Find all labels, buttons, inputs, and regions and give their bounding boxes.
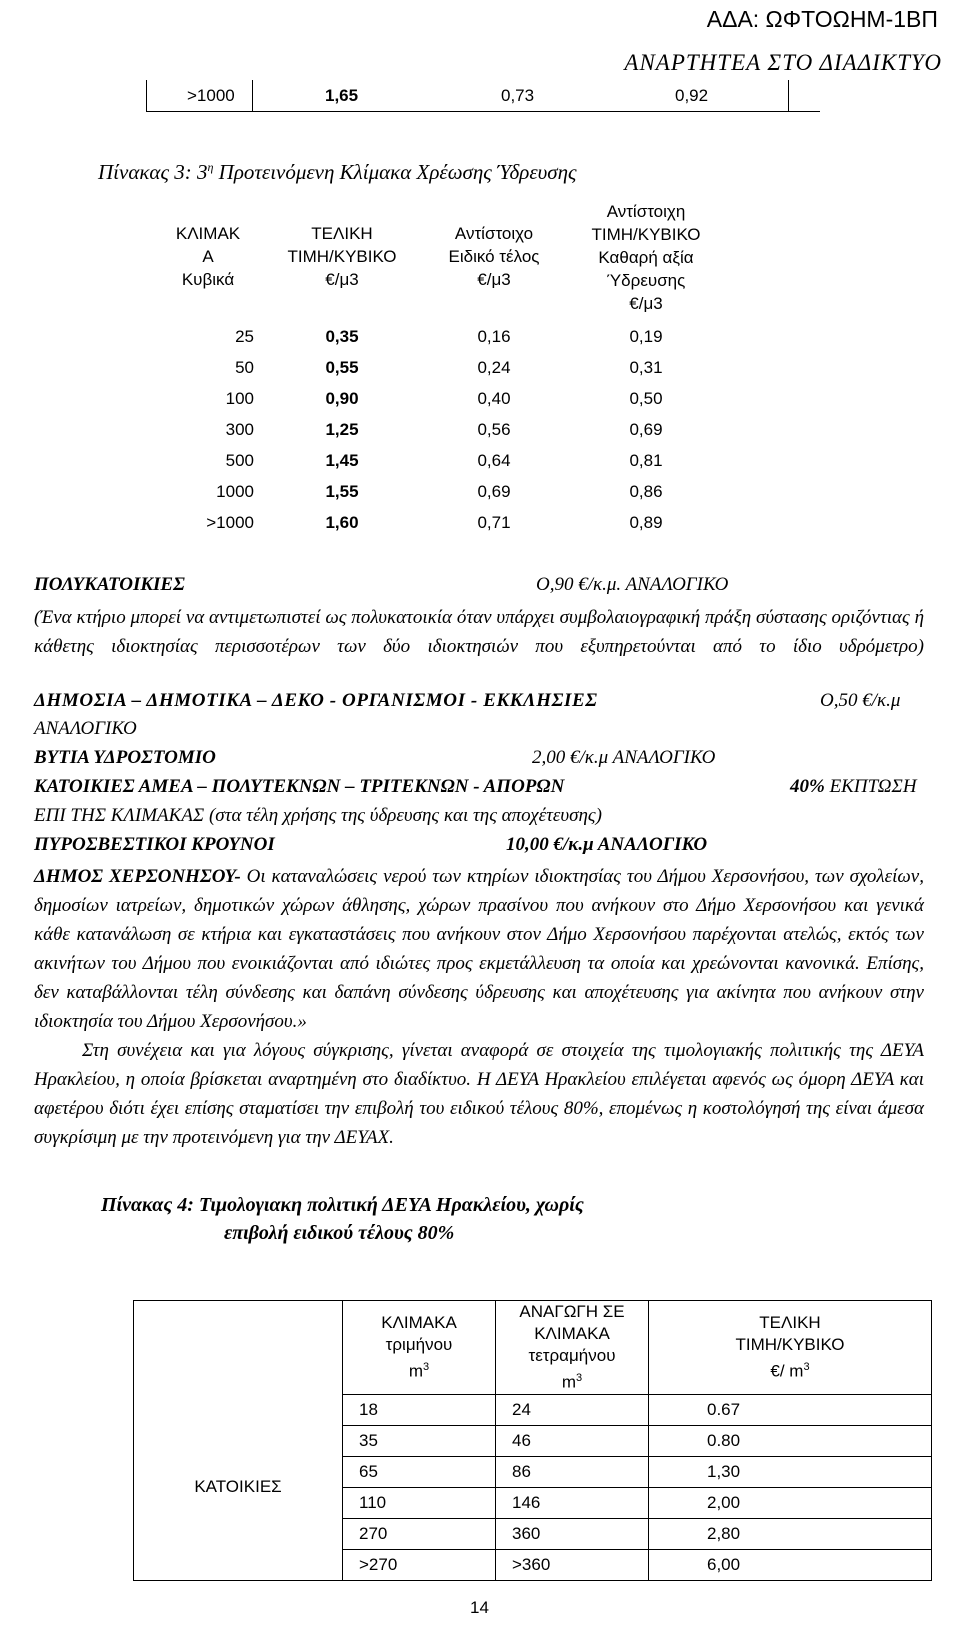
header-line: m — [408, 1361, 424, 1381]
table-cell: >270 — [343, 1549, 496, 1580]
pyro-analogiko: ΑΝΑΛΟΓΙΚΟ — [593, 834, 708, 855]
header-sup: 3 — [423, 1361, 430, 1373]
table-row — [162, 321, 722, 352]
table-cell: 0,31 — [629, 357, 663, 377]
header-line: Ύδρευσης — [606, 271, 686, 290]
table-cell: 0,19 — [629, 326, 663, 346]
table-cell: 0,16 — [477, 326, 511, 346]
table-cell: 0,89 — [629, 512, 663, 532]
table-cell: 1000 — [216, 481, 254, 501]
amea-note: ΕΠΙ ΤΗΣ ΚΛΙΜΑΚΑΣ (στα τέλη χρήσης της ύδρευσης και της αποχέτευσης) — [34, 805, 602, 826]
header-sup: 3 — [803, 1361, 810, 1373]
poly-value: Ο,90 €/κ.μ. ΑΝΑΛΟΓΙΚΟ — [536, 574, 729, 595]
header-line: Αντίστοιχη — [606, 202, 686, 221]
empty-corner-cell — [134, 1301, 343, 1395]
category-cell: ΚΑΤΟΙΚΙΕΣ — [134, 1394, 343, 1580]
table-cell: 300 — [225, 419, 254, 439]
dimos-text: Οι καταναλώσεις νερού των κτηρίων ιδιοκτησίας του Δήμου Χερσονήσου, των σχολείων, δημοσίων ιατρείων, δημοτικών χώρων άθλησης, χώρων πρασίνου που ανήκουν στο Δήμο Χερσονήσου και γενικά κάθε κατανάλωση σε κτήρια και εγκαταστάσεις που ανήκουν στον Δήμο Χερσονήσου παρέχονται ατελώς, εκτός των ακινήτων του Δήμου που ενοικιάζονται από ιδιώτες προς εκμετάλλευση τα οποία και χρεώνονται κανονικά. Επίσης, δεν καταβάλλονται τέλη σύνδεσης και δαπάνη σύνδεσης ύδρευσης και αποχέτευσης για ακίνητα που ανήκουν στην ιδιοκτησία του Δήμου Χερσονήσου.» — [34, 866, 924, 1032]
table3-title-sup: η — [207, 160, 214, 174]
amea-percent: 40% — [790, 776, 825, 797]
column-divider — [252, 80, 253, 111]
table4-title-line1: Πίνακας 4: Τιμολογιακη πολιτική ΔΕΥΑ Ηρακλείου, χωρίς — [101, 1194, 584, 1216]
page-number: 14 — [470, 1598, 489, 1617]
pyro-value — [506, 834, 707, 856]
header-line: Καθαρή αξία — [598, 248, 694, 267]
header-line: €/μ3 — [477, 270, 511, 289]
table-cell: 1,65 — [325, 86, 359, 105]
table-cell: 0,56 — [477, 419, 511, 439]
table-cell: 2,00 — [649, 1487, 932, 1518]
col-header-fourmonth-scale — [496, 1301, 649, 1395]
vytia-label: ΒΥΤΙΑ ΥΔΡΟΣΤΟΜΙΟ — [34, 747, 216, 768]
vytia-value: 2,00 €/κ.μ ΑΝΑΛΟΓΙΚΟ — [532, 747, 716, 768]
header-sup: 3 — [576, 1372, 583, 1384]
header-line: m — [561, 1372, 577, 1392]
header-line: ΤΙΜΗ/ΚΥΒΙΚΟ — [287, 247, 397, 266]
dimos-label: ΔΗΜΟΣ ΧΕΡΣΟΝΗΣΟΥ- — [34, 866, 241, 887]
poly-label: ΠΟΛΥΚΑΤΟΙΚΙΕΣ — [34, 574, 185, 595]
table-cell: 110 — [343, 1487, 496, 1518]
table3-title — [98, 160, 577, 185]
pyro-label: ΠΥΡΟΣΒΕΣΤΙΚΟΙ ΚΡΟΥΝΟΙ — [34, 834, 275, 855]
table-row — [162, 352, 722, 383]
table-cell: 0,90 — [325, 388, 359, 408]
table3-title-text: Πίνακας 3: 3 — [98, 160, 208, 184]
header-line: Κυβικά — [181, 270, 235, 289]
header-line: ΤΙΜΗ/ΚΥΒΙΚΟ — [735, 1335, 845, 1354]
table3-title-rest: Προτεινόμενη Κλίμακα Χρέωσης Ύδρευσης — [213, 160, 577, 184]
online-publish-note: ΑΝΑΡΤΗΤΕΑ ΣΤΟ ΔΙΑΔΙΚΤΥΟ — [624, 50, 942, 75]
table-cell: 0,50 — [629, 388, 663, 408]
table-cell: 0.67 — [649, 1394, 932, 1425]
table-cell: 0,86 — [629, 481, 663, 501]
header-line: ΚΛΙΜΑΚ — [175, 224, 241, 243]
amea-discount-text: ΕΚΠΤΩΣΗ — [824, 776, 917, 797]
table-cell: 0,81 — [629, 450, 663, 470]
table-row — [162, 476, 722, 507]
table-cell: 86 — [496, 1456, 649, 1487]
header-line: €/μ3 — [629, 294, 663, 313]
table-header-row — [134, 1301, 932, 1395]
table-cell: 0,73 — [501, 86, 535, 105]
col-header-final-price — [649, 1301, 932, 1395]
table-cell: 6,00 — [649, 1549, 932, 1580]
table-cell: 35 — [343, 1425, 496, 1456]
col-header-special-fee — [418, 200, 570, 321]
table-cell: 1,55 — [325, 481, 359, 501]
table-cell: 0,69 — [477, 481, 511, 501]
table-cell: 0,64 — [477, 450, 511, 470]
table-cell: 25 — [235, 326, 254, 346]
col-header-net-value — [570, 200, 722, 321]
table-cell: 2,80 — [649, 1518, 932, 1549]
table-row — [162, 445, 722, 476]
pyro-price: 10,00 €/κ.μ — [506, 834, 594, 855]
table-cell: 1,60 — [325, 512, 359, 532]
table-row — [162, 383, 722, 414]
header-line: ΤΕΛΙΚΗ — [759, 1313, 821, 1332]
table-header-row — [162, 200, 722, 321]
table-cell: 0,40 — [477, 388, 511, 408]
column-divider — [788, 80, 789, 111]
table4-title-line2: επιβολή ειδικού τέλους 80% — [224, 1222, 455, 1244]
header-line: τετραμήνου — [528, 1346, 616, 1365]
table-cell: 0,69 — [629, 419, 663, 439]
header-line: Α — [202, 247, 214, 266]
table-cell: 270 — [343, 1518, 496, 1549]
table4 — [133, 1300, 932, 1581]
table-cell: 0.80 — [649, 1425, 932, 1456]
header-line: Ειδικό τέλος — [448, 247, 540, 266]
dimosia-value: Ο,50 €/κ.μ — [820, 690, 901, 711]
table-row — [134, 1394, 932, 1425]
ada-code: ΑΔΑ: ΩΦΤΟΩΗΜ-1ΒΠ — [706, 6, 938, 32]
table-row — [162, 507, 722, 538]
header-line: ΚΛΙΜΑΚΑ — [381, 1313, 457, 1332]
table-cell: 24 — [496, 1394, 649, 1425]
header-line: ΑΝΑΓΩΓΗ ΣΕ — [519, 1302, 625, 1321]
table-cell: 1,30 — [649, 1456, 932, 1487]
table-cell: >1000 — [206, 512, 254, 532]
table-cell: 0,71 — [477, 512, 511, 532]
table-cell: 65 — [343, 1456, 496, 1487]
table-cell: >1000 — [187, 86, 235, 105]
table-cell: 0,24 — [477, 357, 511, 377]
header-line: €/ m — [770, 1361, 804, 1381]
table-cell: 18 — [343, 1394, 496, 1425]
header-line: τριμήνου — [385, 1335, 453, 1354]
header-line: €/μ3 — [325, 270, 359, 289]
table-cell: 500 — [225, 450, 254, 470]
table-cell: 0,55 — [325, 357, 359, 377]
table-cell: 46 — [496, 1425, 649, 1456]
table-row — [162, 414, 722, 445]
table3 — [162, 200, 722, 538]
col-header-quarter-scale — [343, 1301, 496, 1395]
previous-table-last-row — [146, 80, 820, 112]
table-cell: 1,45 — [325, 450, 359, 470]
table-cell: 0,92 — [675, 86, 709, 105]
amea-label: ΚΑΤΟΙΚΙΕΣ ΑΜΕΑ – ΠΟΛΥΤΕΚΝΩΝ – ΤΡΙΤΕΚΝΩΝ - ΑΠΟΡΩΝ — [34, 776, 565, 797]
dimosia-value-2: ΑΝΑΛΟΓΙΚΟ — [34, 718, 137, 739]
col-header-scale — [162, 200, 266, 321]
header-line: ΚΛΙΜΑΚΑ — [534, 1324, 610, 1343]
dimosia-label: ΔΗΜΟΣΙΑ – ΔΗΜΟΤΙΚΑ – ΔΕΚΟ - ΟΡΓΑΝΙΣΜΟΙ - ΕΚΚΛΗΣΙΕΣ — [34, 690, 598, 711]
poly-note: (Ένα κτήριο μπορεί να αντιμετωπιστεί ως πολυκατοικία όταν υπάρχει συμβολαιογραφική πράξη σύστασης οριζόντιας ή κάθετης ιδιοκτησίας περισσοτέρων των δύο ιδιοκτησιών που εξυπηρετούνται από το ίδιο υδρόμετρο) — [34, 607, 924, 657]
amea-value — [790, 776, 917, 798]
dimos-paragraph — [34, 862, 924, 1036]
table-cell: 100 — [225, 388, 254, 408]
table-cell: 360 — [496, 1518, 649, 1549]
table-cell: 1,25 — [325, 419, 359, 439]
header-line: ΤΙΜΗ/ΚΥΒΙΚΟ — [591, 225, 701, 244]
table-cell: >360 — [496, 1549, 649, 1580]
table-cell: 146 — [496, 1487, 649, 1518]
table-cell: 0,35 — [325, 326, 359, 346]
table-cell: 50 — [235, 357, 254, 377]
header-line: Αντίστοιχο — [454, 224, 534, 243]
col-header-final-price — [266, 200, 418, 321]
comparison-paragraph: Στη συνέχεια και για λόγους σύγκρισης, γίνεται αναφορά σε στοιχεία της τιμολογιακής πολιτικής της ΔΕΥΑ Ηρακλείου, η οποία βρίσκεται αναρτημένη στο διαδίκτυο. Η ΔΕΥΑ Ηρακλείου επιλέγεται αφενός ως όμορη ΔΕΥΑ και αφετέρου διότι έχει επίσης σταματίσει την επιβολή του ειδικού τέλους 80%, επομένως η κοστολόγησή της είναι άμεσα συγκρίσιμη με την προτεινόμενη για την ΔΕΥΑΧ. — [34, 1040, 924, 1148]
header-line: ΤΕΛΙΚΗ — [311, 224, 373, 243]
